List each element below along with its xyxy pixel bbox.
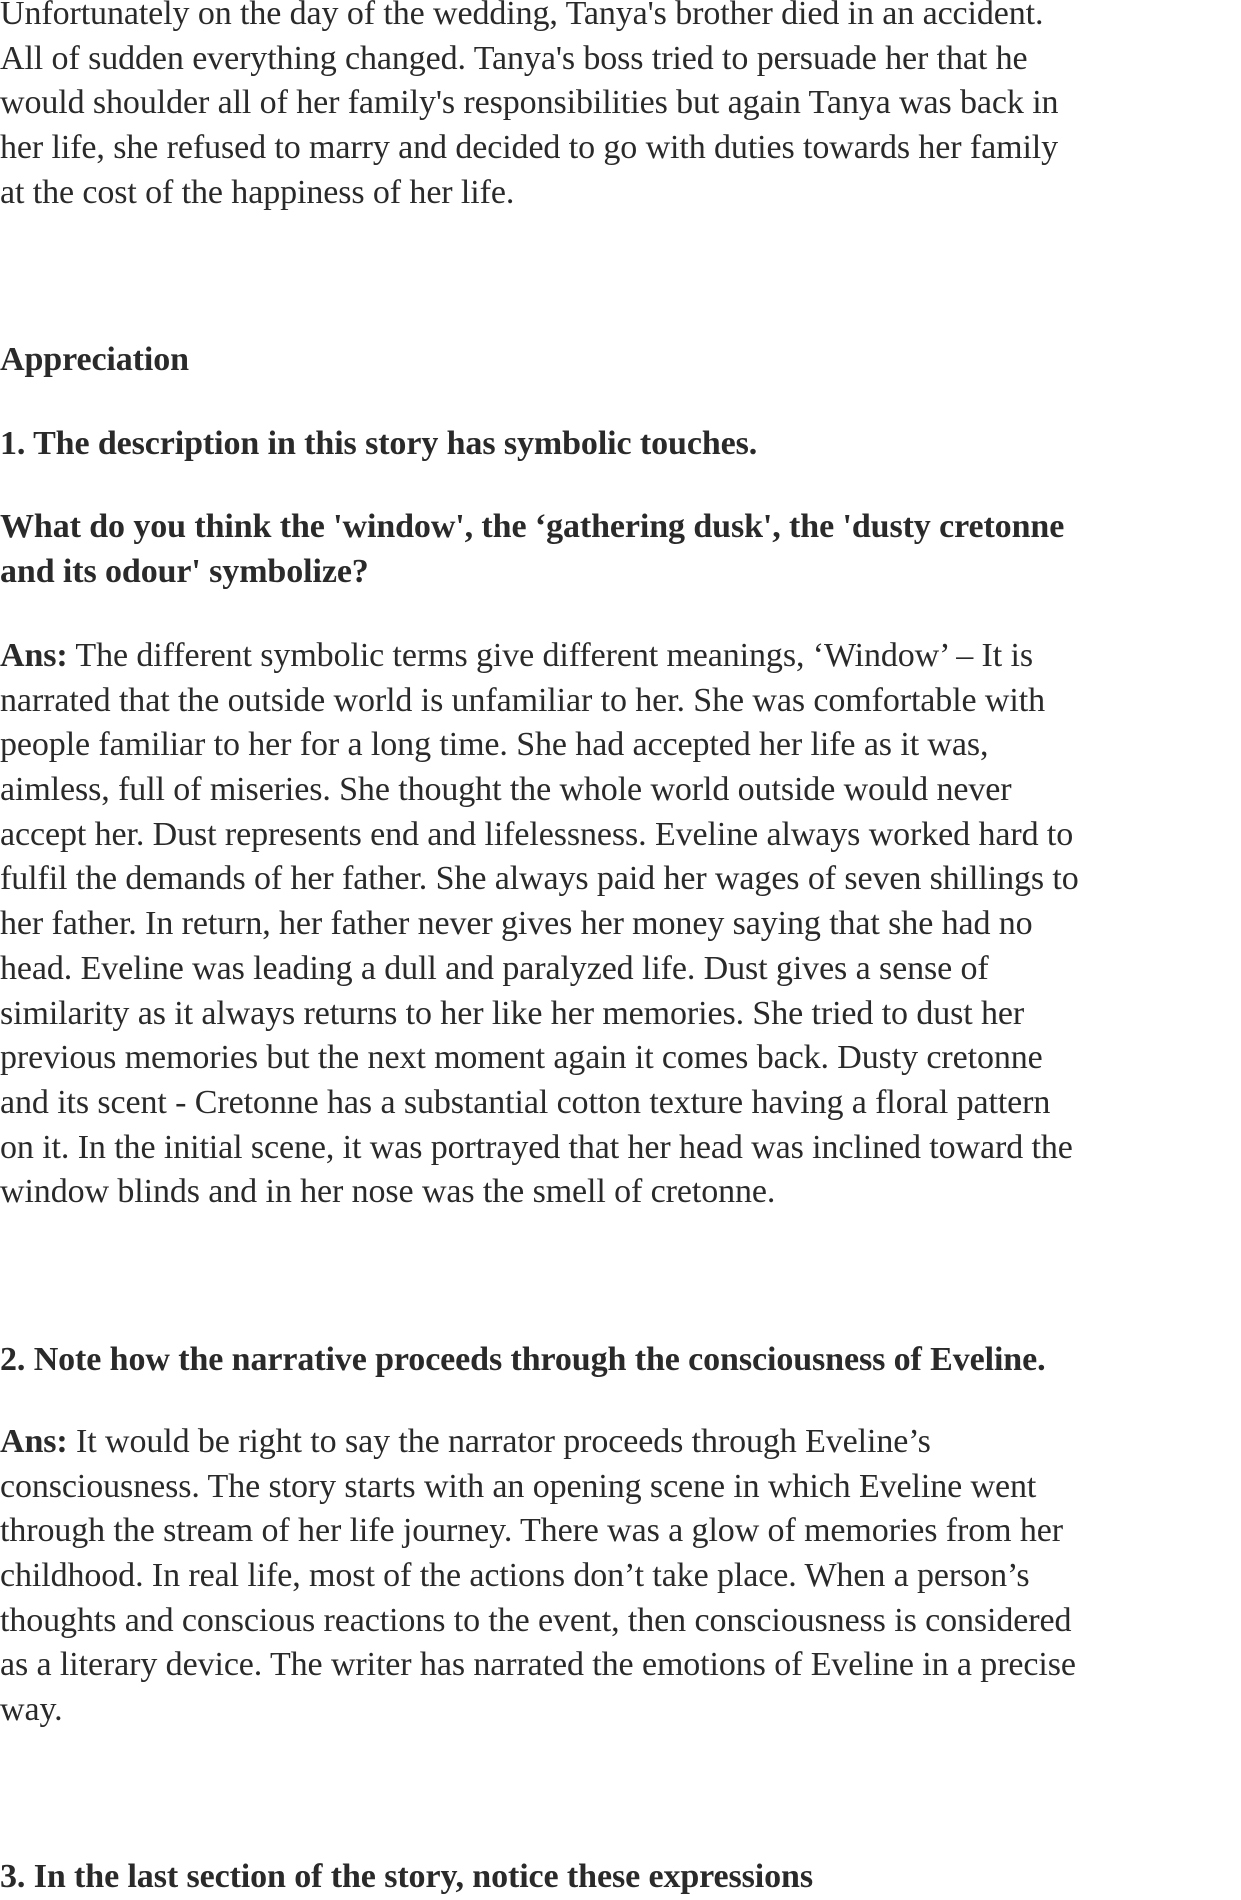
answer-2 xyxy=(0,1420,1241,1733)
text-line: through the stream of her life journey. There was a glow of memories from her xyxy=(0,1512,1063,1550)
text-line: fulfil the demands of her father. She always paid her wages of seven shillings to xyxy=(0,860,1079,898)
text-line: head. Eveline was leading a dull and paralyzed life. Dust gives a sense of xyxy=(0,949,989,987)
answer-1 xyxy=(0,634,1241,1215)
ans-label: Ans: xyxy=(0,637,68,674)
text-line: window blinds and in her nose was the smell of cretonne. xyxy=(0,1173,776,1211)
text-line: her father. In return, her father never gives her money saying that she had no xyxy=(0,905,1033,943)
text-line: narrated that the outside world is unfamiliar to her. She was comfortable with xyxy=(0,681,1045,719)
text-line: way. xyxy=(0,1691,63,1729)
text-line: What do you think the 'window', the ‘gathering dusk', the 'dusty cretonne xyxy=(0,508,1065,545)
appreciation-heading: Appreciation xyxy=(0,341,189,378)
text-line: on it. In the initial scene, it was portrayed that her head was inclined toward the xyxy=(0,1128,1073,1166)
ans-label: Ans: xyxy=(0,1423,68,1460)
question-1-title: 1. The description in this story has symbolic touches. xyxy=(0,425,758,462)
text-line: accept her. Dust represents end and lifelessness. Eveline always worked hard to xyxy=(0,815,1074,853)
intro-paragraph xyxy=(0,0,1241,215)
text-line: Unfortunately on the day of the wedding, Tanya's brother died in an accident. xyxy=(0,0,1044,32)
section-heading xyxy=(0,338,1241,383)
text-line: previous memories but the next moment again it comes back. Dusty cretonne xyxy=(0,1039,1043,1077)
question-1 xyxy=(0,422,1241,467)
text-line: as a literary device. The writer has narrated the emotions of Eveline in a precise xyxy=(0,1646,1076,1684)
question-3 xyxy=(0,1855,1241,1900)
text-line: at the cost of the happiness of her life. xyxy=(0,173,515,211)
text-line: thoughts and conscious reactions to the event, then consciousness is considered xyxy=(0,1601,1072,1639)
text-line: childhood. In real life, most of the actions don’t take place. When a person’s xyxy=(0,1557,1030,1595)
text-line: and its scent - Cretonne has a substantial cotton texture having a floral pattern xyxy=(0,1083,1051,1121)
question-2-title: 2. Note how the narrative proceeds through the consciousness of Eveline. xyxy=(0,1341,1046,1378)
question-1-prompt xyxy=(0,505,1241,594)
question-2 xyxy=(0,1338,1241,1383)
text-line: aimless, full of miseries. She thought the whole world outside would never xyxy=(0,771,1012,809)
answer-1-first-line: Ans: The different symbolic terms give different meanings, ‘Window’ – It is xyxy=(0,637,1033,674)
text-line: her life, she refused to marry and decided to go with duties towards her family xyxy=(0,129,1059,167)
text-line: people familiar to her for a long time. She had accepted her life as it was, xyxy=(0,726,989,764)
text-line: and its odour' symbolize? xyxy=(0,552,369,590)
text-line: similarity as it always returns to her like her memories. She tried to dust her xyxy=(0,994,1025,1032)
answer-2-first-line: Ans: It would be right to say the narrator proceeds through Eveline’s xyxy=(0,1423,931,1460)
text-line: would shoulder all of her family's responsibilities but again Tanya was back in xyxy=(0,84,1059,122)
question-3-title: 3. In the last section of the story, notice these expressions xyxy=(0,1858,813,1895)
text-line: All of sudden everything changed. Tanya's boss tried to persuade her that he xyxy=(0,39,1028,77)
text-line: consciousness. The story starts with an opening scene in which Eveline went xyxy=(0,1467,1037,1505)
